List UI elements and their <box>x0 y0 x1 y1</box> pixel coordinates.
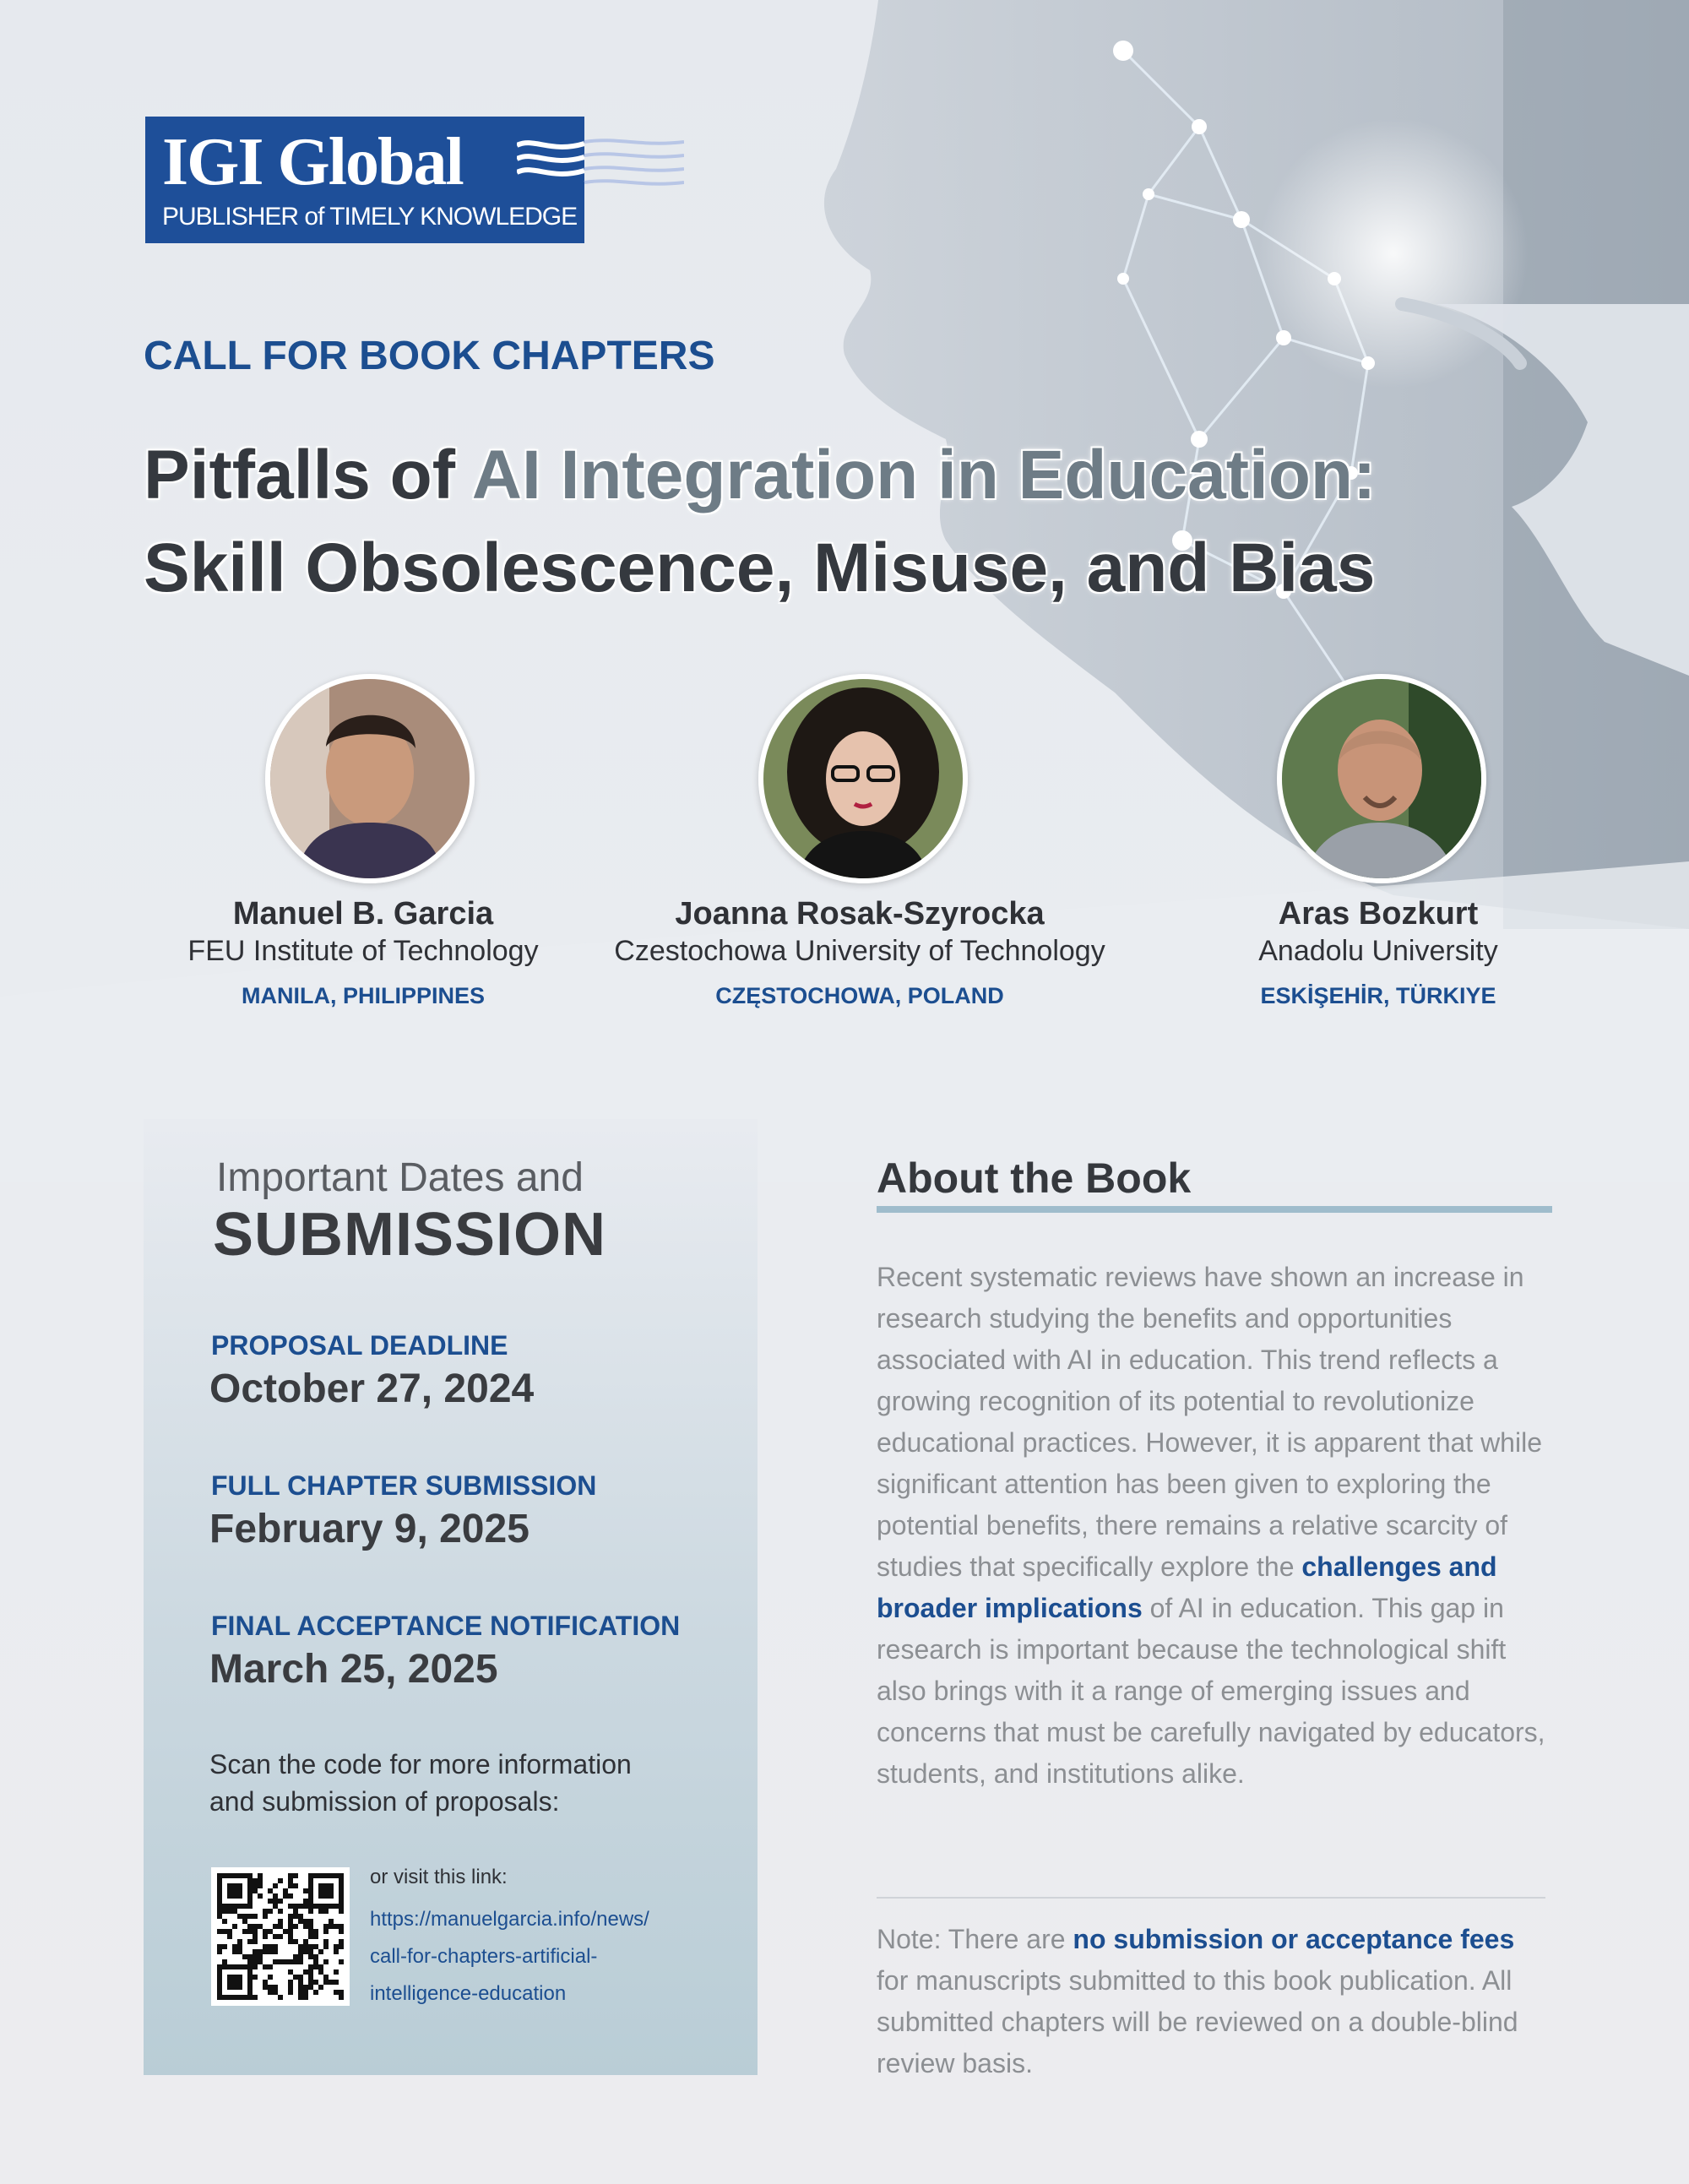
submission-link[interactable] <box>370 1901 708 2013</box>
publisher-name: IGI Global <box>162 125 463 199</box>
editor-institution: FEU Institute of Technology <box>187 935 539 967</box>
link-line-1[interactable]: https://manuelgarcia.info/news/ <box>370 1908 649 1931</box>
book-title <box>144 429 1664 615</box>
about-body-highlight: challenges and broader implications <box>877 1551 1497 1623</box>
about-body-text-2: of AI in education. This gap in research is important because the technological shift also brings with it a range of emerging issues and concerns that must be carefully navigated by educators, students, and institutions alike. <box>877 1593 1545 1789</box>
final-acceptance-date: March 25, 2025 <box>209 1647 498 1692</box>
proposal-deadline-label: PROPOSAL DEADLINE <box>211 1330 508 1361</box>
final-acceptance-label: FINAL ACCEPTANCE NOTIFICATION <box>211 1611 681 1641</box>
note-text-2: for manuscripts submitted to this book publication. All submitted chapters will be reviewed on a double-blind review basis. <box>877 1965 1518 2078</box>
scan-instructions <box>209 1746 716 1820</box>
call-for-chapters-label: CALL FOR BOOK CHAPTERS <box>144 334 715 378</box>
scan-text-line-2: and submission of proposals: <box>209 1786 560 1817</box>
dates-heading: SUBMISSION <box>213 1201 607 1269</box>
dates-intro: Important Dates and <box>216 1155 584 1200</box>
visit-link-label: or visit this link: <box>370 1866 508 1888</box>
note-divider <box>877 1897 1545 1899</box>
editor-institution: Czestochowa University of Technology <box>614 935 1105 967</box>
editor-photo-1 <box>265 674 475 883</box>
full-chapter-label: FULL CHAPTER SUBMISSION <box>211 1470 597 1501</box>
editor-name: Manuel B. Garcia <box>232 896 494 932</box>
qr-code[interactable] <box>211 1867 350 2006</box>
about-heading: About the Book <box>877 1154 1192 1202</box>
about-body <box>877 1257 1552 1795</box>
editor-institution: Anadolu University <box>1258 935 1498 967</box>
editor-3 <box>1125 895 1632 1009</box>
title-line-2: Skill Obsolescence, Misuse, and Bias <box>144 530 1376 606</box>
publisher-tagline: PUBLISHER of TIMELY KNOWLEDGE <box>162 203 578 231</box>
fees-note <box>877 1919 1552 2084</box>
editor-name: Joanna Rosak-Szyrocka <box>675 896 1045 932</box>
note-highlight: no submission or acceptance fees <box>1073 1924 1515 1954</box>
editor-photo-2 <box>758 674 968 883</box>
title-highlight: AI Integration in Education: <box>471 437 1377 513</box>
note-text-1: Note: There are <box>877 1924 1073 1954</box>
editor-location: CZĘSTOCHOWA, POLAND <box>715 983 1004 1008</box>
editor-photo-3 <box>1277 674 1486 883</box>
title-part-1: Pitfalls of <box>144 437 472 513</box>
link-line-2[interactable]: call-for-chapters-artificial- <box>370 1945 598 1968</box>
editor-1 <box>110 895 616 1009</box>
about-body-text-1: Recent systematic reviews have shown an increase in research studying the benefits and opportunities associated with AI in education. This trend reflects a growing recognition of its potential to revolutionize educational practices. However, it is apparent that while significant attention has been given to exploring the potential benefits, there remains a relative scarcity of studies that specifically explore the <box>877 1262 1542 1582</box>
full-chapter-date: February 9, 2025 <box>209 1507 530 1551</box>
important-dates-panel <box>144 1119 758 2075</box>
logo-wave-extension-icon <box>473 137 684 187</box>
scan-text-line-1: Scan the code for more information <box>209 1749 632 1779</box>
about-heading-rule <box>877 1206 1552 1213</box>
proposal-deadline-date: October 27, 2024 <box>209 1366 535 1411</box>
link-line-3[interactable]: intelligence-education <box>370 1982 567 2005</box>
editor-location: ESKİŞEHİR, TÜRKIYE <box>1260 983 1496 1008</box>
editor-name: Aras Bozkurt <box>1278 896 1479 932</box>
editor-location: MANILA, PHILIPPINES <box>241 983 486 1008</box>
editor-2 <box>606 895 1113 1009</box>
